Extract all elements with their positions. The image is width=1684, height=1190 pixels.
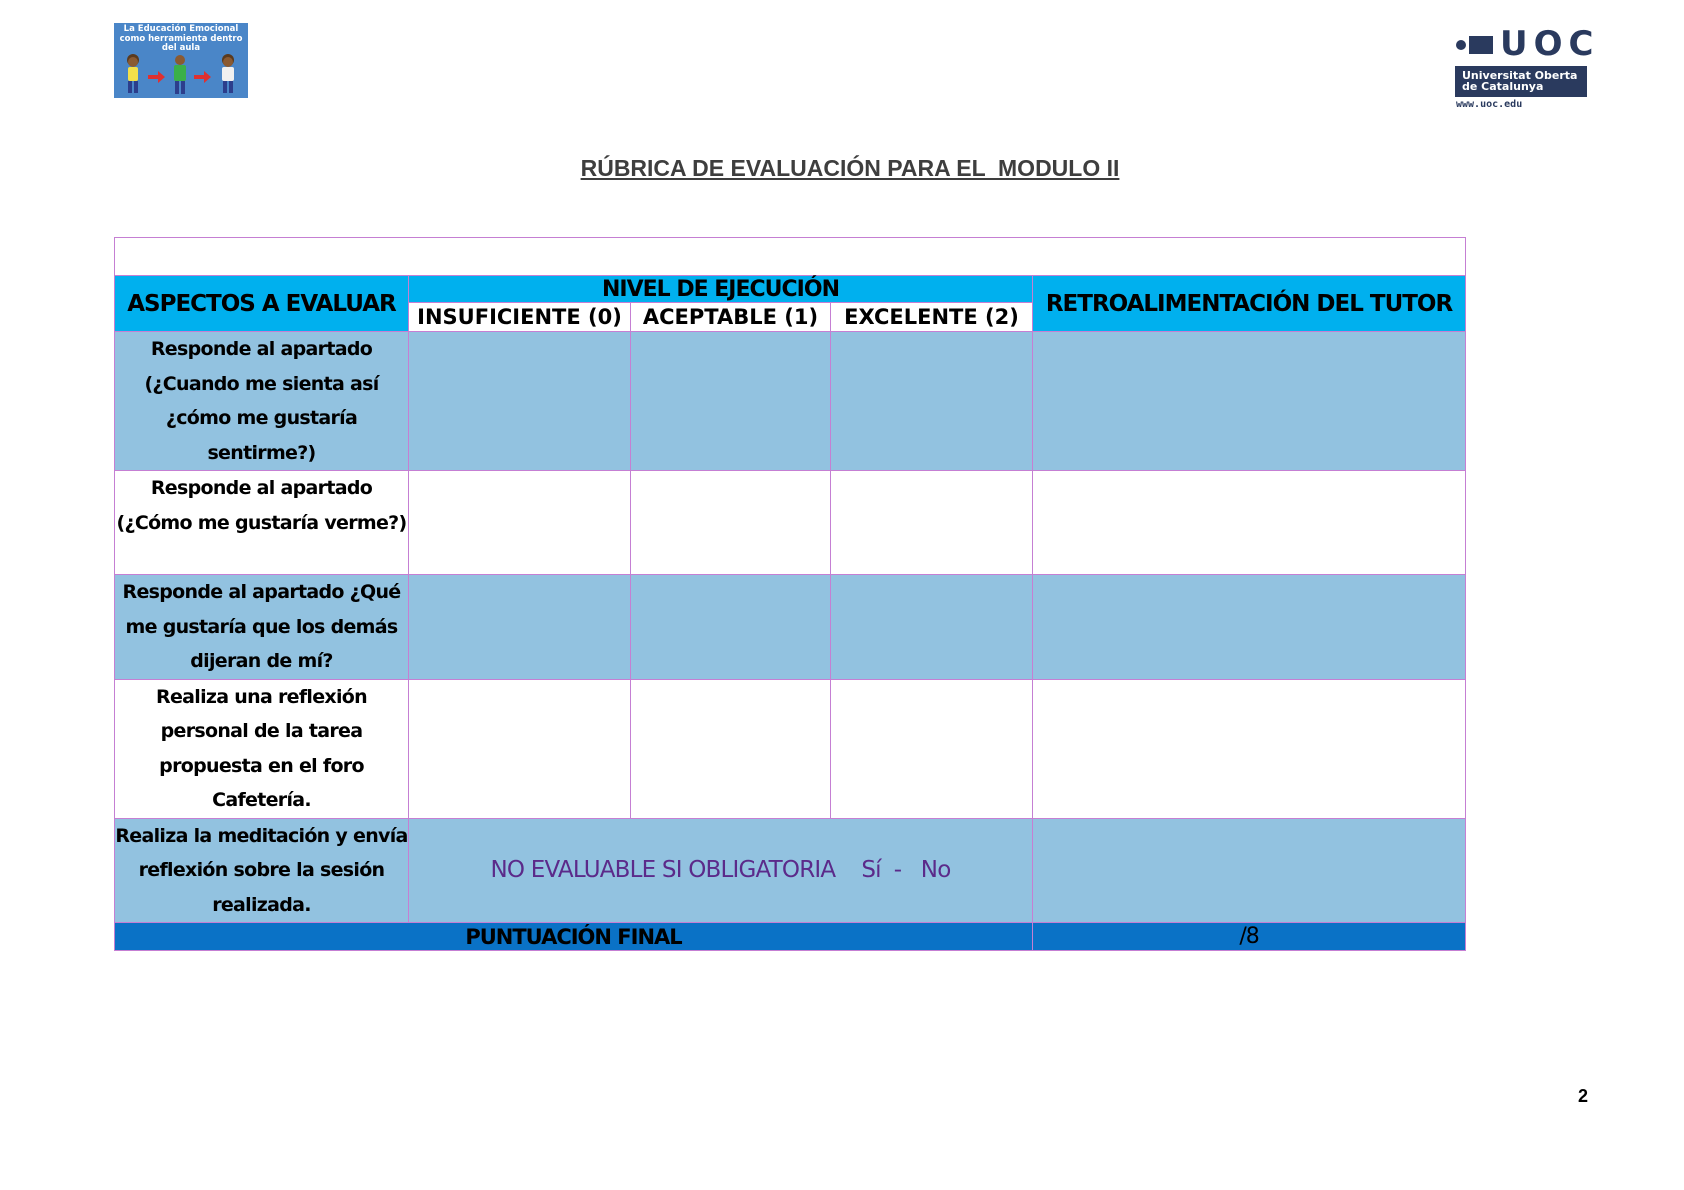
table-header-row <box>115 276 1466 303</box>
score-cell <box>831 332 1033 471</box>
final-score-label: PUNTUACIÓN FINAL <box>115 923 1033 951</box>
table-blank-row <box>115 238 1466 276</box>
table-row <box>115 679 1466 818</box>
rubric-table <box>114 237 1466 951</box>
header-level-insufficient: INSUFICIENTE (0) <box>409 303 631 332</box>
uoc-logo <box>1448 24 1600 114</box>
aspect-cell: Realiza la meditación y envía reflexión sobre la sesión realizada. <box>115 818 409 923</box>
score-cell <box>831 679 1033 818</box>
feedback-cell <box>1033 818 1466 923</box>
final-score-value: /8 <box>1033 923 1466 951</box>
table-row <box>115 471 1466 575</box>
score-cell <box>631 471 831 575</box>
header-tutor-feedback: RETROALIMENTACIÓN DEL TUTOR <box>1033 276 1466 332</box>
course-logo <box>114 23 248 98</box>
uoc-url: www.uoc.edu <box>1456 99 1523 110</box>
course-logo-line: como herramienta dentro <box>119 33 243 44</box>
uoc-name-line: de Catalunya <box>1462 79 1544 93</box>
feedback-cell <box>1033 332 1466 471</box>
table-row <box>115 332 1466 471</box>
score-cell <box>831 471 1033 575</box>
course-logo-line: La Educación Emocional <box>123 24 239 34</box>
uoc-name-line: Universitat Oberta <box>1462 69 1578 82</box>
header-level-excellent: EXCELENTE (2) <box>831 303 1033 332</box>
score-cell <box>631 332 831 471</box>
header-level-acceptable: ACEPTABLE (1) <box>631 303 831 332</box>
not-evaluable-note: NO EVALUABLE SI OBLIGATORIA Sí - No <box>409 818 1033 923</box>
feedback-cell <box>1033 471 1466 575</box>
header-execution-level: NIVEL DE EJECUCIÓN <box>409 276 1033 303</box>
score-cell <box>631 679 831 818</box>
uoc-name-box <box>1455 66 1587 97</box>
children-illustration <box>118 51 244 95</box>
aspect-cell: Responde al apartado (¿Cuando me sienta así ¿cómo me gustaría sentirme?) <box>115 332 409 471</box>
score-cell <box>631 575 831 680</box>
score-cell <box>409 471 631 575</box>
feedback-cell <box>1033 575 1466 680</box>
aspect-cell: Responde al apartado ¿Qué me gustaría que los demás dijeran de mí? <box>115 575 409 680</box>
score-cell <box>409 679 631 818</box>
score-cell <box>831 575 1033 680</box>
document-title: RÚBRICA DE EVALUACIÓN PARA EL MODULO II <box>580 155 1120 181</box>
page-number: 2 <box>1578 1086 1589 1106</box>
score-cell <box>409 575 631 680</box>
table-row <box>115 575 1466 680</box>
feedback-cell <box>1033 679 1466 818</box>
course-logo-text <box>114 25 248 54</box>
uoc-mark-icon <box>1455 34 1495 56</box>
final-score-row <box>115 923 1466 951</box>
aspect-cell: Responde al apartado (¿Cómo me gustaría verme?) <box>115 471 409 575</box>
course-logo-line: del aula <box>161 43 201 53</box>
uoc-wordmark: UOC <box>1500 24 1600 64</box>
header-aspects: ASPECTOS A EVALUAR <box>115 276 409 332</box>
aspect-cell: Realiza una reflexión personal de la tarea propuesta en el foro Cafetería. <box>115 679 409 818</box>
score-cell <box>409 332 631 471</box>
table-row <box>115 818 1466 923</box>
blank-cell <box>115 238 1466 276</box>
